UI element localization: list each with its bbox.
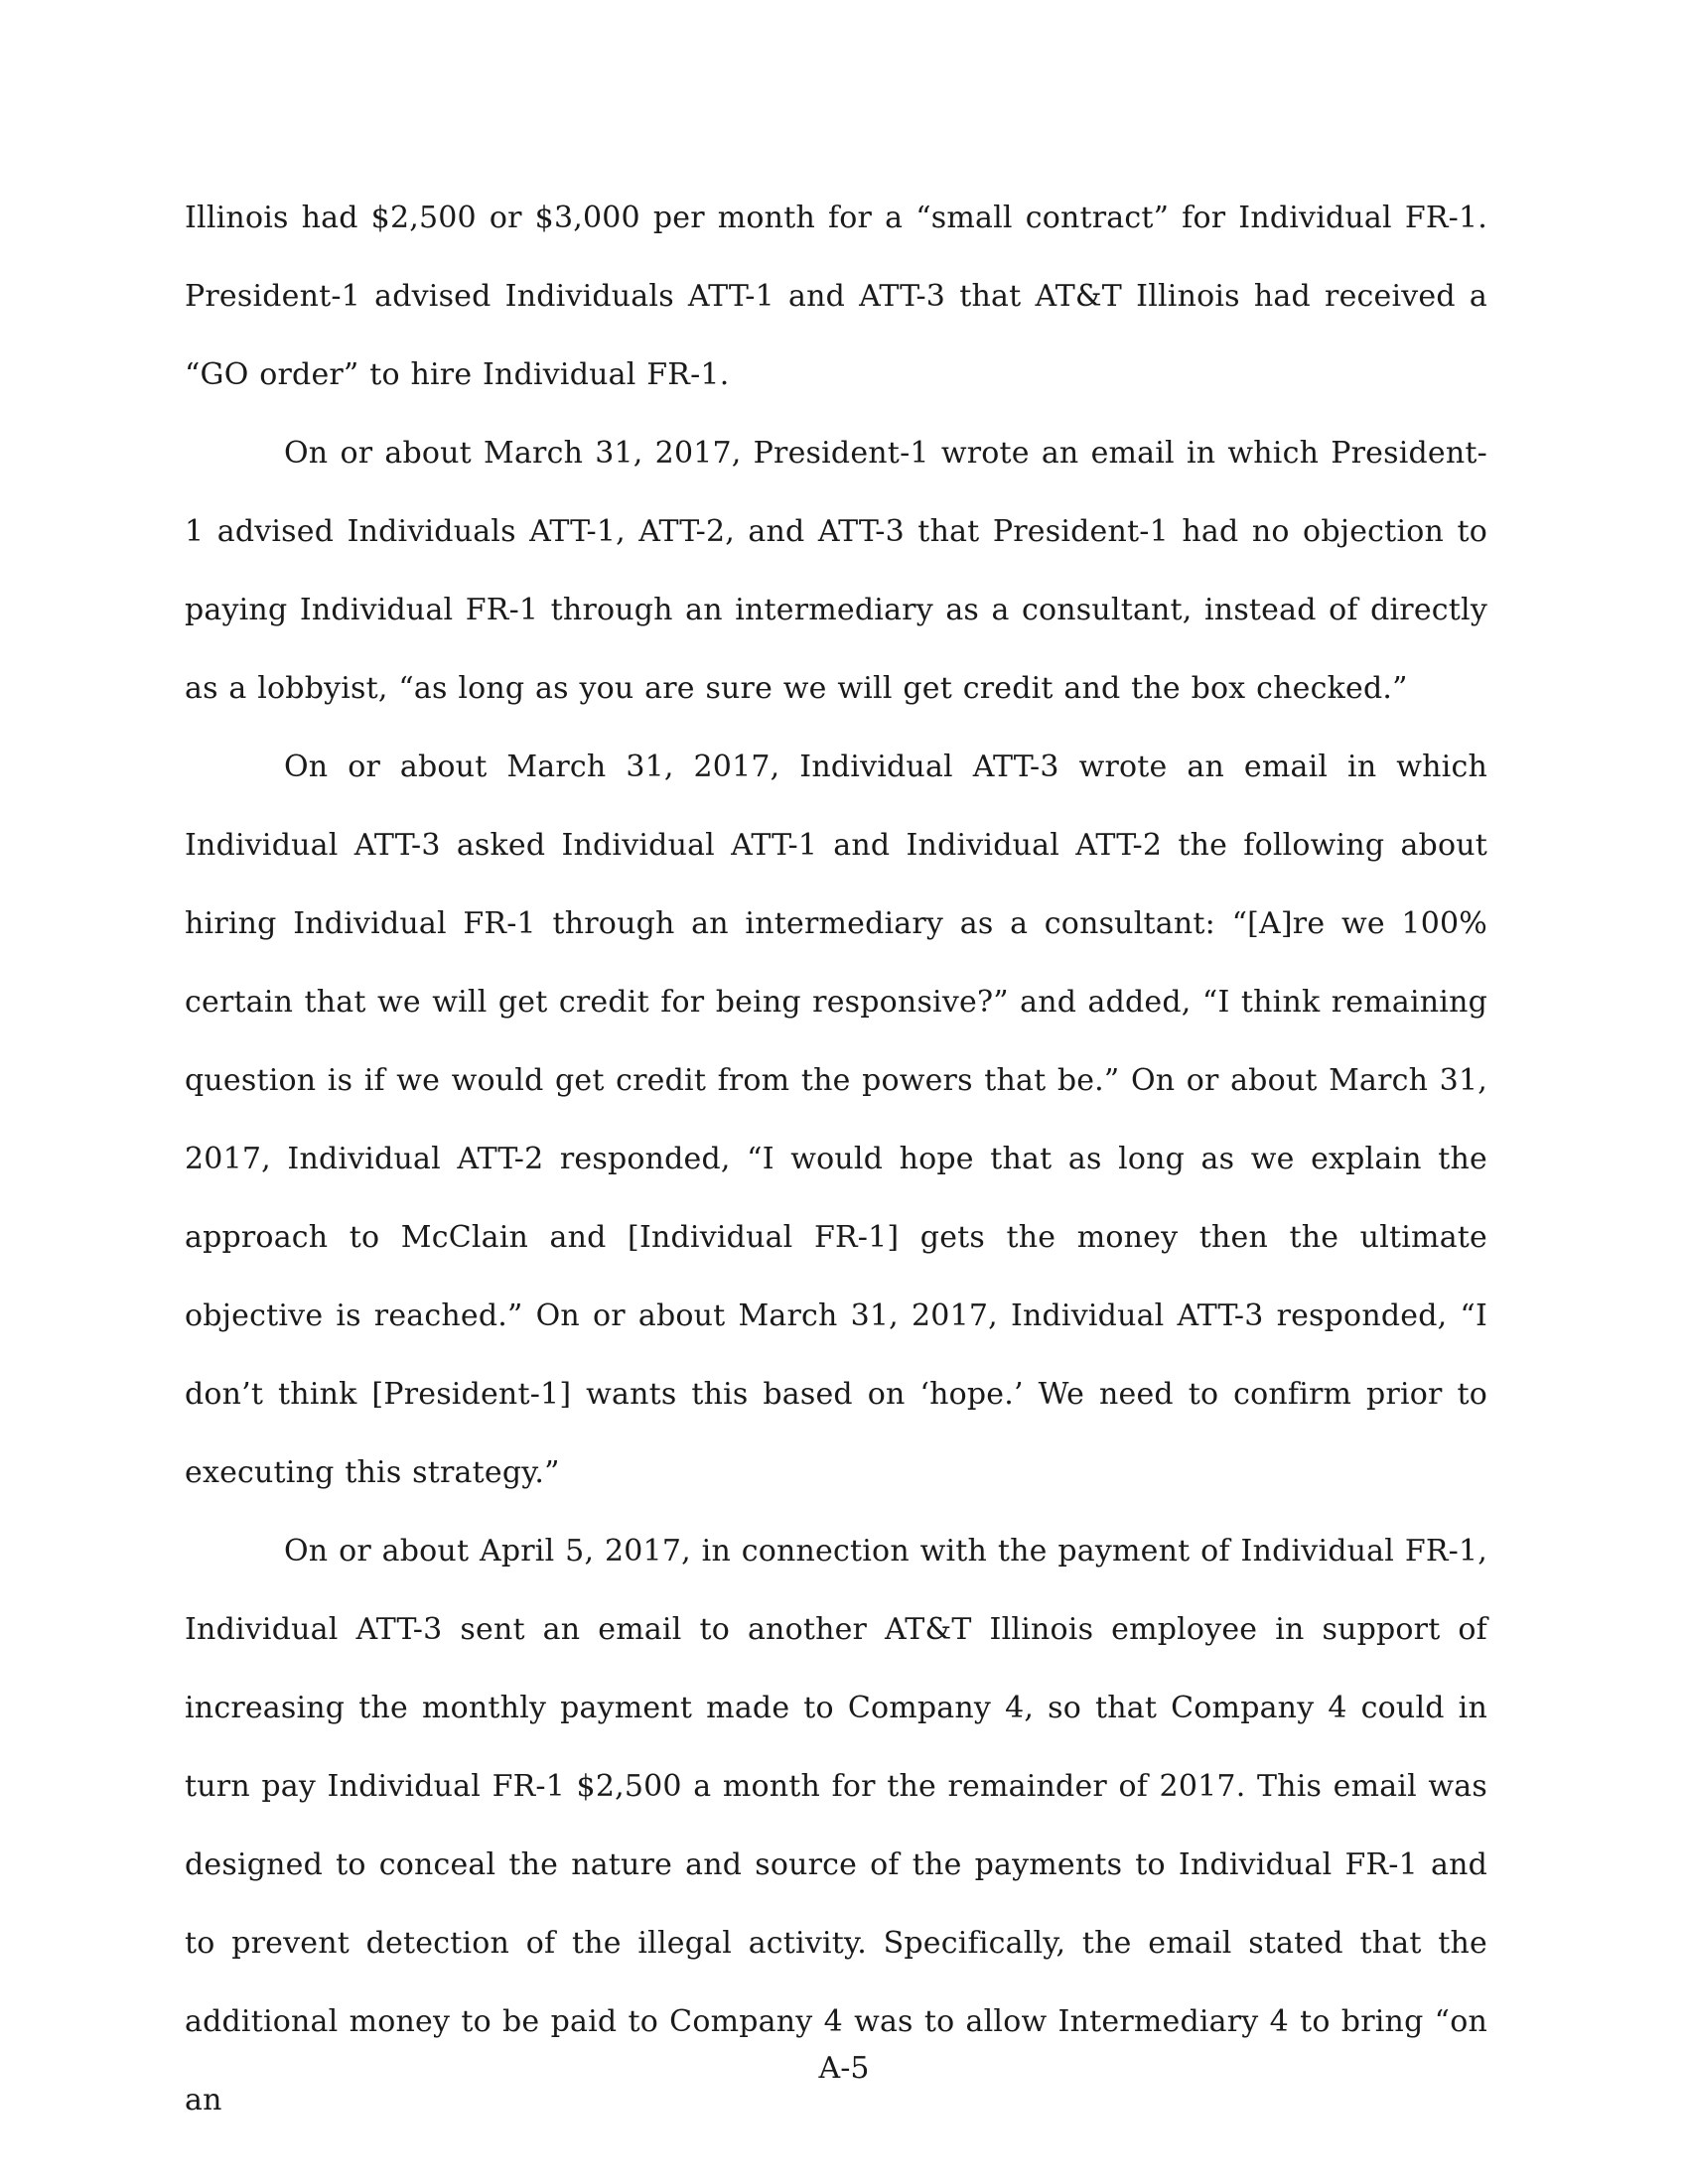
document-body: [185, 179, 1487, 2139]
paragraph-april-payment: On or about April 5, 2017, in connection with the payment of Individual FR-1, Individual ATT-3 sent an email to another AT&T Illinois employee in support of increasing the monthly payment made to Company 4, so that Company 4 could in turn pay Individual FR-1 $2,500 a month for the remainder of 2017. This email was designed to conceal the nature and source of the payments to Individual FR-1 and to prevent detection of the illegal activity. Specifically, the email stated that the additional money to be paid to Company 4 was to allow Intermediary 4 to bring “on an: [185, 1534, 1487, 2117]
paragraph-president-email: On or about March 31, 2017, President-1 wrote an email in which President-1 advised Individuals ATT-1, ATT-2, and ATT-3 that President-1 had no objection to paying Individual FR-1 through an intermediary as a consultant, instead of directly as a lobbyist, “as long as you are sure we will get credit and the box checked.”: [185, 436, 1487, 706]
paragraph-continuation: Illinois had $2,500 or $3,000 per month for a “small contract” for Individual FR-1. President-1 advised Individuals ATT-1 and ATT-3 that AT&T Illinois had received a “GO order” to hire Individual FR-1.: [185, 201, 1487, 392]
paragraph-att3-email: On or about March 31, 2017, Individual ATT-3 wrote an email in which Individual ATT-3 asked Individual ATT-1 and Individual ATT-2 the following about hiring Individual FR-1 through an intermediary as a consultant: “[A]re we 100% certain that we will get credit for being responsive?” and added, “I think remaining question is if we would get credit from the powers that be.” On or about March 31, 2017, Individual ATT-2 responded, “I would hope that as long as we explain the approach to McClain and [Individual FR-1] gets the money then the ultimate objective is reached.” On or about March 31, 2017, Individual ATT-3 responded, “I don’t think [President-1] wants this based on ‘hope.’ We need to confirm prior to executing this strategy.”: [185, 750, 1487, 1490]
page-number: A-5: [818, 2051, 870, 2086]
